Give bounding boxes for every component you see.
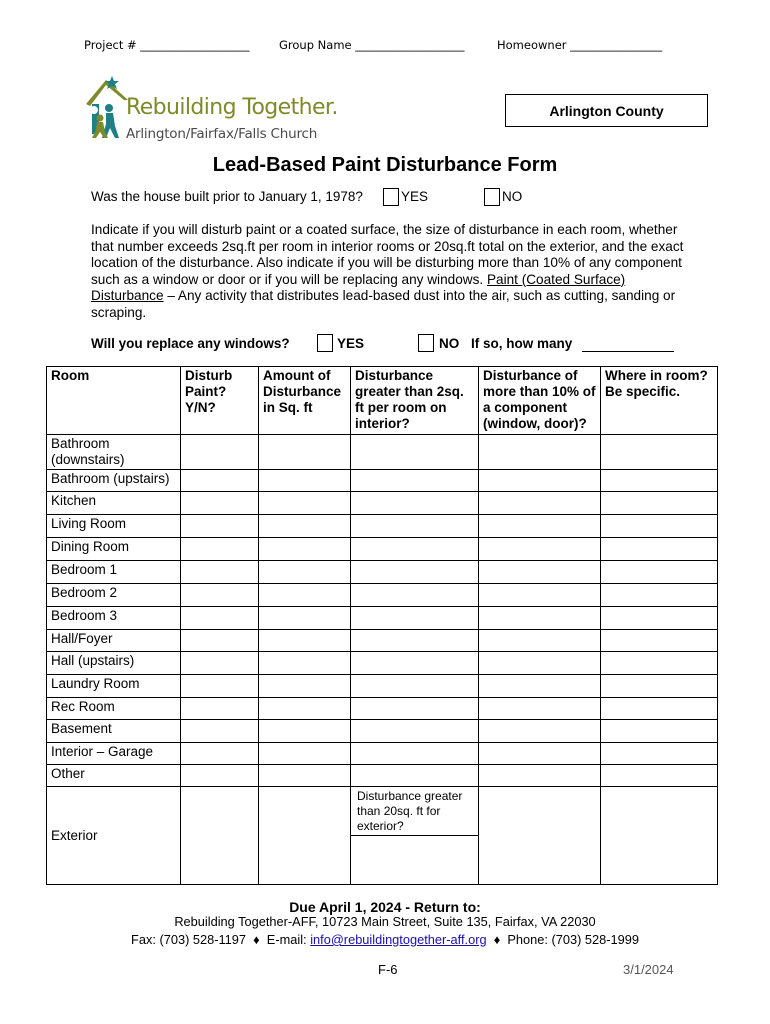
- homeowner-field[interactable]: Homeowner ________________: [497, 38, 663, 52]
- entry-cell[interactable]: [479, 652, 601, 675]
- footer-fax: Fax: (703) 528-1197: [131, 932, 247, 947]
- entry-cell[interactable]: [259, 743, 351, 765]
- definition-term-2: Disturbance: [91, 288, 164, 304]
- entry-cell[interactable]: [181, 652, 259, 675]
- entry-cell[interactable]: [601, 765, 718, 787]
- entry-cell[interactable]: [181, 538, 259, 561]
- entry-cell[interactable]: [601, 720, 718, 743]
- entry-cell[interactable]: [259, 492, 351, 515]
- footer-due: Due April 1, 2024 - Return to:: [289, 899, 481, 915]
- room-label: Hall/Foyer: [47, 630, 181, 652]
- built-no-checkbox[interactable]: [484, 188, 500, 206]
- entry-cell[interactable]: [479, 607, 601, 630]
- room-label: Bathroom (upstairs): [47, 470, 181, 492]
- entry-cell[interactable]: [259, 435, 351, 470]
- disturbance-table: [46, 366, 718, 885]
- table-row: [47, 675, 718, 698]
- room-label: Rec Room: [47, 698, 181, 720]
- entry-cell[interactable]: [351, 652, 479, 675]
- windows-question-text: Will you replace any windows?: [91, 336, 290, 351]
- table-row: [47, 698, 718, 720]
- group-name-field[interactable]: Group Name ___________________: [279, 38, 465, 52]
- built-yes-label: YES: [401, 189, 429, 204]
- footer-email-label: E-mail:: [266, 932, 307, 947]
- entry-cell[interactable]: [479, 675, 601, 698]
- entry-cell[interactable]: [259, 584, 351, 607]
- room-label: Other: [47, 765, 181, 787]
- entry-cell[interactable]: [351, 584, 479, 607]
- county-label: Arlington County: [505, 94, 708, 127]
- header-where-in-room: Where in room? Be specific.: [601, 367, 718, 435]
- table-row: [47, 470, 718, 492]
- room-label: Bedroom 1: [47, 561, 181, 584]
- exterior-note: Disturbance greater than 20sq. ft for exterior?: [351, 787, 478, 836]
- entry-cell[interactable]: [259, 630, 351, 652]
- entry-cell[interactable]: [259, 720, 351, 743]
- room-label: Basement: [47, 720, 181, 743]
- entry-cell[interactable]: [601, 538, 718, 561]
- entry-cell[interactable]: [181, 492, 259, 515]
- built-no-label: NO: [502, 189, 523, 204]
- entry-cell[interactable]: [181, 470, 259, 492]
- table-row: [47, 630, 718, 652]
- project-number-field[interactable]: Project # ___________________: [84, 38, 250, 52]
- entry-cell[interactable]: [351, 720, 479, 743]
- entry-cell[interactable]: [351, 538, 479, 561]
- entry-cell[interactable]: [351, 607, 479, 630]
- entry-cell[interactable]: [601, 435, 718, 470]
- entry-cell[interactable]: [259, 765, 351, 787]
- room-label: Laundry Room: [47, 675, 181, 698]
- room-label: Interior – Garage: [47, 743, 181, 765]
- exterior-label-text: Exterior: [51, 827, 98, 843]
- entry-cell[interactable]: [479, 492, 601, 515]
- exterior-row: [47, 787, 718, 885]
- footer-phone: Phone: (703) 528-1999: [507, 932, 639, 947]
- entry-cell[interactable]: [351, 630, 479, 652]
- entry-cell[interactable]: [181, 584, 259, 607]
- exterior-note-cell[interactable]: [351, 787, 479, 885]
- instructions-paragraph: [91, 222, 701, 322]
- definition-text: – Any activity that distributes lead-based dust into the air, such as cutting, sanding or scraping.: [91, 288, 676, 320]
- table-row: [47, 515, 718, 538]
- entry-cell[interactable]: [351, 561, 479, 584]
- table-row: [47, 743, 718, 765]
- entry-cell[interactable]: [351, 765, 479, 787]
- entry-cell[interactable]: [601, 561, 718, 584]
- instructions-text: Indicate if you will disturb paint or a coated surface, the size of disturbance in each room, whether that number exceeds 2sq.ft per room in interior rooms or 20sq.ft total on the exterior, and the exact location of the disturbance. Also indicate if you will be disturbing more than 10% of any component such as a window or door or if you will be replacing any windows.: [91, 222, 684, 287]
- entry-cell[interactable]: [259, 787, 351, 885]
- entry-cell[interactable]: [601, 743, 718, 765]
- room-label: Bedroom 2: [47, 584, 181, 607]
- entry-cell[interactable]: [259, 515, 351, 538]
- entry-cell[interactable]: [601, 630, 718, 652]
- entry-cell[interactable]: [479, 743, 601, 765]
- entry-cell[interactable]: [181, 435, 259, 470]
- entry-cell[interactable]: [351, 470, 479, 492]
- diamond-icon: ♦: [490, 932, 504, 947]
- table-row: [47, 538, 718, 561]
- windows-no-checkbox[interactable]: [418, 334, 434, 352]
- entry-cell[interactable]: [181, 765, 259, 787]
- rebuilding-together-logo: [84, 74, 338, 146]
- entry-cell[interactable]: [181, 630, 259, 652]
- table-row: [47, 652, 718, 675]
- entry-cell[interactable]: [479, 561, 601, 584]
- entry-cell[interactable]: [351, 675, 479, 698]
- entry-cell[interactable]: [479, 435, 601, 470]
- entry-cell[interactable]: [181, 743, 259, 765]
- entry-cell[interactable]: [479, 720, 601, 743]
- entry-cell[interactable]: [601, 470, 718, 492]
- revision-date: 3/1/2024: [623, 962, 674, 977]
- windows-yes-label: YES: [337, 336, 365, 351]
- room-label: Bedroom 3: [47, 607, 181, 630]
- entry-cell[interactable]: [181, 787, 259, 885]
- entry-cell[interactable]: [479, 584, 601, 607]
- entry-cell[interactable]: [601, 652, 718, 675]
- windows-count-field[interactable]: [582, 351, 674, 352]
- built-yes-checkbox[interactable]: [383, 188, 399, 206]
- entry-cell[interactable]: [479, 538, 601, 561]
- entry-cell[interactable]: [181, 675, 259, 698]
- entry-cell[interactable]: [259, 675, 351, 698]
- header-greater-2sqft: Disturbance greater than 2sq. ft per room on interior?: [351, 367, 479, 435]
- footer-address: Rebuilding Together-AFF, 10723 Main Street, Suite 135, Fairfax, VA 22030: [174, 914, 596, 929]
- header-amount: Amount of Disturbance in Sq. ft: [259, 367, 351, 435]
- table-row: [47, 492, 718, 515]
- room-label: Living Room: [47, 515, 181, 538]
- entry-cell[interactable]: [181, 607, 259, 630]
- windows-yes-checkbox[interactable]: [317, 334, 333, 352]
- entry-cell[interactable]: [601, 515, 718, 538]
- exterior-label: [47, 787, 181, 885]
- logo-subtitle: Arlington/Fairfax/Falls Church: [126, 126, 318, 142]
- table-row: [47, 607, 718, 630]
- page-number: F-6: [378, 962, 398, 977]
- entry-cell[interactable]: [479, 630, 601, 652]
- entry-cell[interactable]: [601, 607, 718, 630]
- entry-cell[interactable]: [601, 492, 718, 515]
- entry-cell[interactable]: [351, 435, 479, 470]
- room-label: Bathroom (downstairs): [47, 435, 181, 470]
- entry-cell[interactable]: [259, 652, 351, 675]
- entry-cell[interactable]: [479, 515, 601, 538]
- entry-cell[interactable]: [479, 470, 601, 492]
- entry-cell[interactable]: [181, 698, 259, 720]
- entry-cell[interactable]: [479, 765, 601, 787]
- header-fields: [84, 38, 680, 54]
- entry-cell[interactable]: [259, 607, 351, 630]
- entry-cell[interactable]: [479, 787, 601, 885]
- entry-cell[interactable]: [181, 720, 259, 743]
- entry-cell[interactable]: [259, 698, 351, 720]
- footer-email-link[interactable]: info@rebuildingtogether-aff.org: [310, 932, 487, 947]
- definition-term-1: Paint (Coated Surface): [486, 271, 626, 287]
- entry-cell[interactable]: [601, 675, 718, 698]
- built-question-text: Was the house built prior to January 1, 1978?: [91, 189, 363, 204]
- logo-wordmark: Rebuilding Together.: [126, 95, 338, 120]
- footer-contact: [0, 932, 770, 947]
- table-row: [47, 435, 718, 470]
- page-title: Lead-Based Paint Disturbance Form: [212, 154, 558, 176]
- table-row: [47, 584, 718, 607]
- entry-cell[interactable]: [259, 561, 351, 584]
- entry-cell[interactable]: [351, 698, 479, 720]
- windows-how-many-label: If so, how many: [471, 336, 573, 351]
- entry-cell[interactable]: [351, 492, 479, 515]
- house-people-icon: [84, 74, 132, 140]
- entry-cell[interactable]: [601, 584, 718, 607]
- room-label: Dining Room: [47, 538, 181, 561]
- windows-no-label: NO: [439, 336, 460, 351]
- entry-cell[interactable]: [259, 538, 351, 561]
- entry-cell[interactable]: [351, 743, 479, 765]
- entry-cell[interactable]: [181, 515, 259, 538]
- header-disturb-paint: Disturb Paint? Y/N?: [181, 367, 259, 435]
- room-label: Kitchen: [47, 492, 181, 515]
- entry-cell[interactable]: [479, 698, 601, 720]
- table-header-row: [47, 367, 718, 435]
- entry-cell[interactable]: [601, 787, 718, 885]
- header-room: Room: [47, 367, 181, 435]
- table-row: [47, 720, 718, 743]
- room-label: Hall (upstairs): [47, 652, 181, 675]
- entry-cell[interactable]: [351, 515, 479, 538]
- entry-cell[interactable]: [601, 698, 718, 720]
- diamond-icon: ♦: [249, 932, 264, 947]
- entry-cell[interactable]: [259, 470, 351, 492]
- entry-cell[interactable]: [181, 561, 259, 584]
- table-row: [47, 561, 718, 584]
- header-more-10-percent: Disturbance of more than 10% of a component (window, door)?: [479, 367, 601, 435]
- table-row: [47, 765, 718, 787]
